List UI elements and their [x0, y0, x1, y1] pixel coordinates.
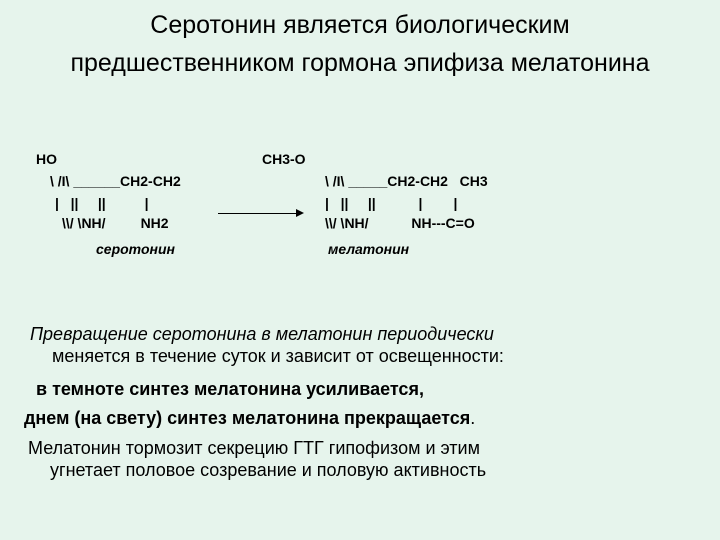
- melatonin-formula-line-4: \\/ \NH/ NH---C=O: [325, 215, 475, 231]
- serotonin-formula-line-2: \ /I\ ______CH2-CH2: [50, 173, 181, 189]
- serotonin-formula-line-3: | || || |: [55, 195, 149, 211]
- serotonin-label: серотонин: [96, 241, 175, 257]
- reaction-arrow: [218, 213, 300, 214]
- melatonin-label: мелатонин: [328, 241, 410, 257]
- title-line-1: Серотонин является биологическим: [150, 11, 570, 39]
- paragraph-3-bold: днем (на свету) синтез мелатонина прекращается: [24, 408, 471, 428]
- paragraph-1: [30, 323, 504, 367]
- paragraph-3-period: .: [470, 408, 476, 428]
- title-line-2: предшественником гормона эпифиза мелатонина: [70, 49, 650, 77]
- reaction-arrow-head: [296, 209, 304, 217]
- paragraph-4: [28, 437, 486, 481]
- paragraph-2: в темноте синтез мелатонина усиливается,: [36, 379, 424, 399]
- paragraph-1-italic: Превращение серотонина в мелатонин периодически: [30, 324, 494, 344]
- paragraph-3: [24, 407, 475, 429]
- paragraph-4-line-1: Мелатонин тормозит секрецию ГТГ гипофизом и этим: [28, 438, 480, 458]
- paragraph-1-continuation: меняется в течение суток и зависит от освещенности:: [52, 346, 504, 366]
- serotonin-formula-line-1: HO: [36, 151, 57, 167]
- melatonin-formula-line-2: \ /I\ _____CH2-CH2 CH3: [325, 173, 488, 189]
- melatonin-formula-line-3: | || || | |: [325, 195, 458, 211]
- paragraph-4-line-2: угнетает половое созревание и половую активность: [50, 460, 487, 480]
- slide-title: [0, 6, 720, 82]
- serotonin-formula-line-4: \\/ \NH/ NH2: [62, 215, 169, 231]
- melatonin-formula-line-1: CH3-O: [262, 151, 306, 167]
